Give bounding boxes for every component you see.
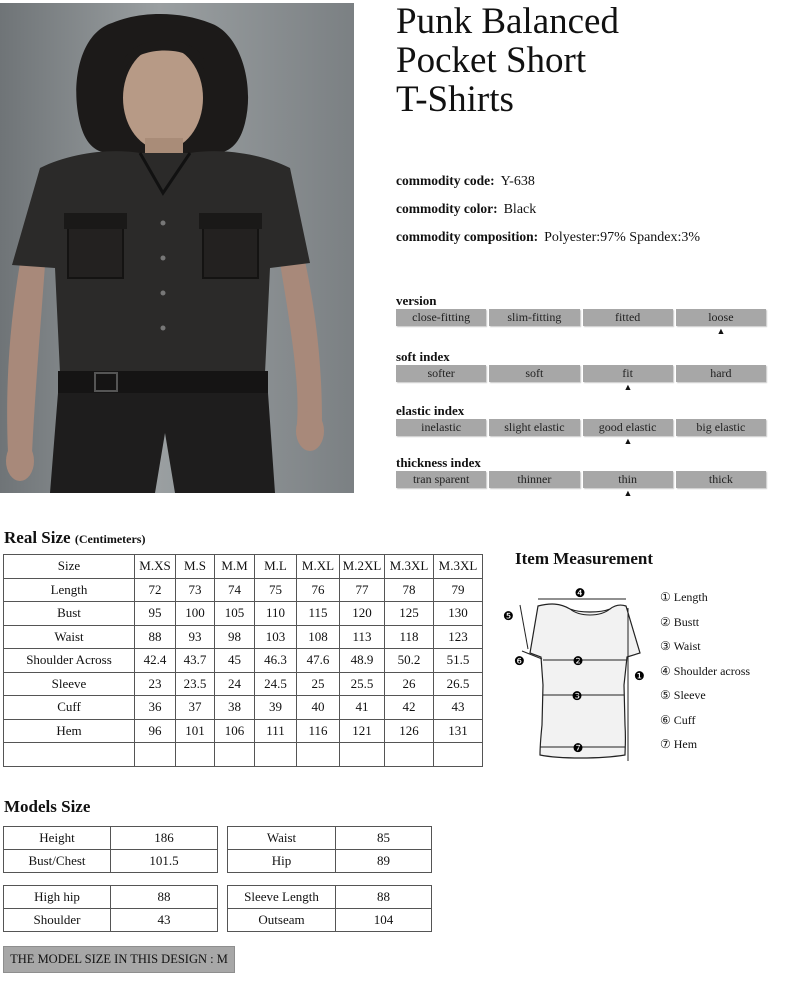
size-value-cell: 37 [176, 696, 215, 720]
index-option: inelastic [396, 419, 486, 436]
product-title [396, 2, 619, 119]
legend-item: ① Length [660, 590, 708, 604]
header-cell: M.XS [135, 555, 176, 579]
size-value-cell: 46.3 [255, 649, 297, 673]
index-label: version [396, 293, 437, 308]
selected-marker-icon: ▲ [623, 436, 633, 446]
size-value-cell: 110 [255, 602, 297, 626]
size-value-cell: 100 [176, 602, 215, 626]
real-size-unit: (Centimeters) [74, 532, 146, 546]
real-size-table [3, 554, 483, 767]
selected-marker-icon: ▲ [716, 326, 726, 336]
legend-item: ② Bustt [660, 614, 700, 629]
model-cell: 101.5 [111, 850, 218, 873]
size-value-cell: 106 [215, 719, 255, 743]
size-value-cell: 125 [385, 602, 434, 626]
table-row [4, 850, 218, 873]
index-option: thinner [489, 471, 579, 488]
size-value-cell: 78 [385, 578, 434, 602]
measurement-legend [660, 588, 750, 760]
legend-item: ⑦ Hem [660, 737, 698, 751]
row-label-cell: Length [4, 578, 135, 602]
size-value-cell: 25 [297, 672, 340, 696]
index-option: tran sparent [396, 471, 486, 488]
size-value-cell: 123 [434, 625, 483, 649]
diagram-number: ❺ [503, 609, 514, 623]
size-value-cell: 48.9 [340, 649, 385, 673]
models-size-heading: Models Size [4, 797, 91, 816]
table-row [4, 909, 218, 932]
models-table-2 [3, 885, 218, 932]
model-cell: Height [4, 827, 111, 850]
legend-item: ⑥ Cuff [660, 712, 696, 727]
diagram-number: ❶ [634, 669, 645, 683]
size-value-cell: 131 [434, 719, 483, 743]
header-cell: M.L [255, 555, 297, 579]
size-value-cell: 77 [340, 578, 385, 602]
product-photo [0, 3, 354, 493]
model-cell: Shoulder [4, 909, 111, 932]
size-value-cell: 98 [215, 625, 255, 649]
title-line: T-Shirts [396, 79, 514, 120]
index-label: soft index [396, 349, 450, 364]
spec-label: commodity composition: [396, 229, 539, 244]
table-row [228, 886, 432, 909]
size-value-cell: 113 [340, 625, 385, 649]
model-cell: 89 [336, 850, 432, 873]
size-value-cell: 74 [215, 578, 255, 602]
size-value-cell: 73 [176, 578, 215, 602]
header-cell: M.XL [297, 555, 340, 579]
version-index [396, 293, 766, 336]
table-row [4, 625, 483, 649]
row-label-cell: Bust [4, 602, 135, 626]
index-label: elastic index [396, 403, 465, 418]
size-value-cell [176, 743, 215, 767]
commodity-specs [396, 170, 700, 254]
spec-value: Y-638 [500, 174, 535, 189]
size-value-cell: 26 [385, 672, 434, 696]
selected-marker-icon: ▲ [623, 382, 633, 392]
size-value-cell: 103 [255, 625, 297, 649]
size-value-cell: 51.5 [434, 649, 483, 673]
size-value-cell: 120 [340, 602, 385, 626]
model-cell: 88 [111, 886, 218, 909]
size-value-cell: 75 [255, 578, 297, 602]
size-value-cell [434, 743, 483, 767]
elastic-index [396, 403, 766, 446]
size-value-cell: 108 [297, 625, 340, 649]
spec-code [396, 170, 700, 198]
shirt-measurement-diagram [500, 575, 660, 775]
table-row [4, 696, 483, 720]
title-line: Punk Balanced [396, 1, 619, 42]
index-label: thickness index [396, 455, 481, 470]
index-option: good elastic [583, 419, 673, 436]
selected-marker-icon: ▲ [623, 488, 633, 498]
table-row [4, 649, 483, 673]
models-table-2-right [227, 885, 432, 932]
model-cell: 85 [336, 827, 432, 850]
header-cell: Size [4, 555, 135, 579]
size-value-cell: 42.4 [135, 649, 176, 673]
index-option: softer [396, 365, 486, 382]
thickness-index [396, 455, 766, 498]
table-row [228, 827, 432, 850]
size-value-cell: 121 [340, 719, 385, 743]
size-value-cell: 40 [297, 696, 340, 720]
index-option: slim-fitting [489, 309, 579, 326]
diagram-number: ❷ [572, 654, 584, 668]
model-cell: High hip [4, 886, 111, 909]
size-value-cell [135, 743, 176, 767]
size-value-cell [385, 743, 434, 767]
model-cell: Waist [228, 827, 336, 850]
table-row [4, 578, 483, 602]
table-row [4, 602, 483, 626]
size-value-cell [255, 743, 297, 767]
legend-item: ③ Waist [660, 639, 701, 653]
size-value-cell: 43.7 [176, 649, 215, 673]
model-cell: Sleeve Length [228, 886, 336, 909]
size-value-cell: 39 [255, 696, 297, 720]
header-cell: M.S [176, 555, 215, 579]
size-value-cell: 38 [215, 696, 255, 720]
size-value-cell: 24 [215, 672, 255, 696]
size-value-cell: 72 [135, 578, 176, 602]
spec-composition [396, 226, 700, 254]
table-header-row [4, 555, 483, 579]
model-cell: Hip [228, 850, 336, 873]
size-value-cell: 126 [385, 719, 434, 743]
size-value-cell: 115 [297, 602, 340, 626]
table-row [228, 850, 432, 873]
spec-label: commodity code: [396, 173, 495, 188]
size-value-cell: 95 [135, 602, 176, 626]
diagram-number: ❹ [574, 586, 586, 600]
size-value-cell: 93 [176, 625, 215, 649]
size-value-cell: 101 [176, 719, 215, 743]
item-measurement-heading: Item Measurement [515, 549, 654, 568]
size-value-cell: 26.5 [434, 672, 483, 696]
index-option: big elastic [676, 419, 766, 436]
index-option: thick [676, 471, 766, 488]
size-value-cell: 23 [135, 672, 176, 696]
size-value-cell: 79 [434, 578, 483, 602]
row-label-cell: Hem [4, 719, 135, 743]
row-label-cell: Waist [4, 625, 135, 649]
diagram-number: ❼ [572, 741, 584, 755]
model-wearing-shirt-image [0, 3, 354, 493]
legend-item: ⑤ Sleeve [660, 688, 706, 702]
header-cell: M.2XL [340, 555, 385, 579]
table-row [228, 909, 432, 932]
size-value-cell [297, 743, 340, 767]
index-option: loose [676, 309, 766, 326]
index-option: slight elastic [489, 419, 579, 436]
header-cell: M.3XL [434, 555, 483, 579]
index-option: close-fitting [396, 309, 486, 326]
row-label-cell [4, 743, 135, 767]
size-value-cell: 50.2 [385, 649, 434, 673]
diagram-number: ❸ [571, 689, 583, 703]
size-value-cell: 96 [135, 719, 176, 743]
spec-color [396, 198, 700, 226]
index-option: fit [583, 365, 673, 382]
soft-index [396, 349, 766, 392]
size-value-cell: 47.6 [297, 649, 340, 673]
model-cell: 43 [111, 909, 218, 932]
size-value-cell: 25.5 [340, 672, 385, 696]
model-cell: 88 [336, 886, 432, 909]
model-cell: Outseam [228, 909, 336, 932]
spec-value: Black [503, 202, 537, 217]
table-row [4, 743, 483, 767]
legend-item: ④ Shoulder across [660, 663, 751, 678]
size-value-cell: 36 [135, 696, 176, 720]
models-table-1-right [227, 826, 432, 873]
index-bar [396, 365, 766, 382]
index-bar [396, 309, 766, 326]
size-value-cell: 111 [255, 719, 297, 743]
size-value-cell: 116 [297, 719, 340, 743]
header-cell: M.3XL [385, 555, 434, 579]
models-table-1 [3, 826, 218, 873]
spec-label: commodity color: [396, 201, 498, 216]
size-value-cell [340, 743, 385, 767]
diagram-number: ❻ [514, 654, 525, 668]
size-value-cell: 105 [215, 602, 255, 626]
size-value-cell: 43 [434, 696, 483, 720]
table-row [4, 719, 483, 743]
model-cell: Bust/Chest [4, 850, 111, 873]
row-label-cell: Sleeve [4, 672, 135, 696]
model-size-banner: THE MODEL SIZE IN THIS DESIGN : M [3, 946, 235, 973]
size-value-cell: 42 [385, 696, 434, 720]
size-value-cell: 41 [340, 696, 385, 720]
size-value-cell: 45 [215, 649, 255, 673]
index-option: thin [583, 471, 673, 488]
real-size-heading [4, 528, 145, 548]
header-cell: M.M [215, 555, 255, 579]
size-value-cell: 118 [385, 625, 434, 649]
size-value-cell: 23.5 [176, 672, 215, 696]
model-cell: 104 [336, 909, 432, 932]
index-option: fitted [583, 309, 673, 326]
index-option: hard [676, 365, 766, 382]
spec-value: Polyester:97% Spandex:3% [544, 230, 701, 245]
table-row [4, 886, 218, 909]
size-value-cell: 130 [434, 602, 483, 626]
index-bar [396, 419, 766, 436]
row-label-cell: Cuff [4, 696, 135, 720]
table-row [4, 672, 483, 696]
row-label-cell: Shoulder Across [4, 649, 135, 673]
size-value-cell: 24.5 [255, 672, 297, 696]
index-option: soft [489, 365, 579, 382]
size-value-cell: 76 [297, 578, 340, 602]
model-cell: 186 [111, 827, 218, 850]
table-row [4, 827, 218, 850]
title-line: Pocket Short [396, 40, 587, 81]
index-bar [396, 471, 766, 488]
size-value-cell: 88 [135, 625, 176, 649]
size-value-cell [215, 743, 255, 767]
real-size-title: Real Size [4, 528, 71, 547]
